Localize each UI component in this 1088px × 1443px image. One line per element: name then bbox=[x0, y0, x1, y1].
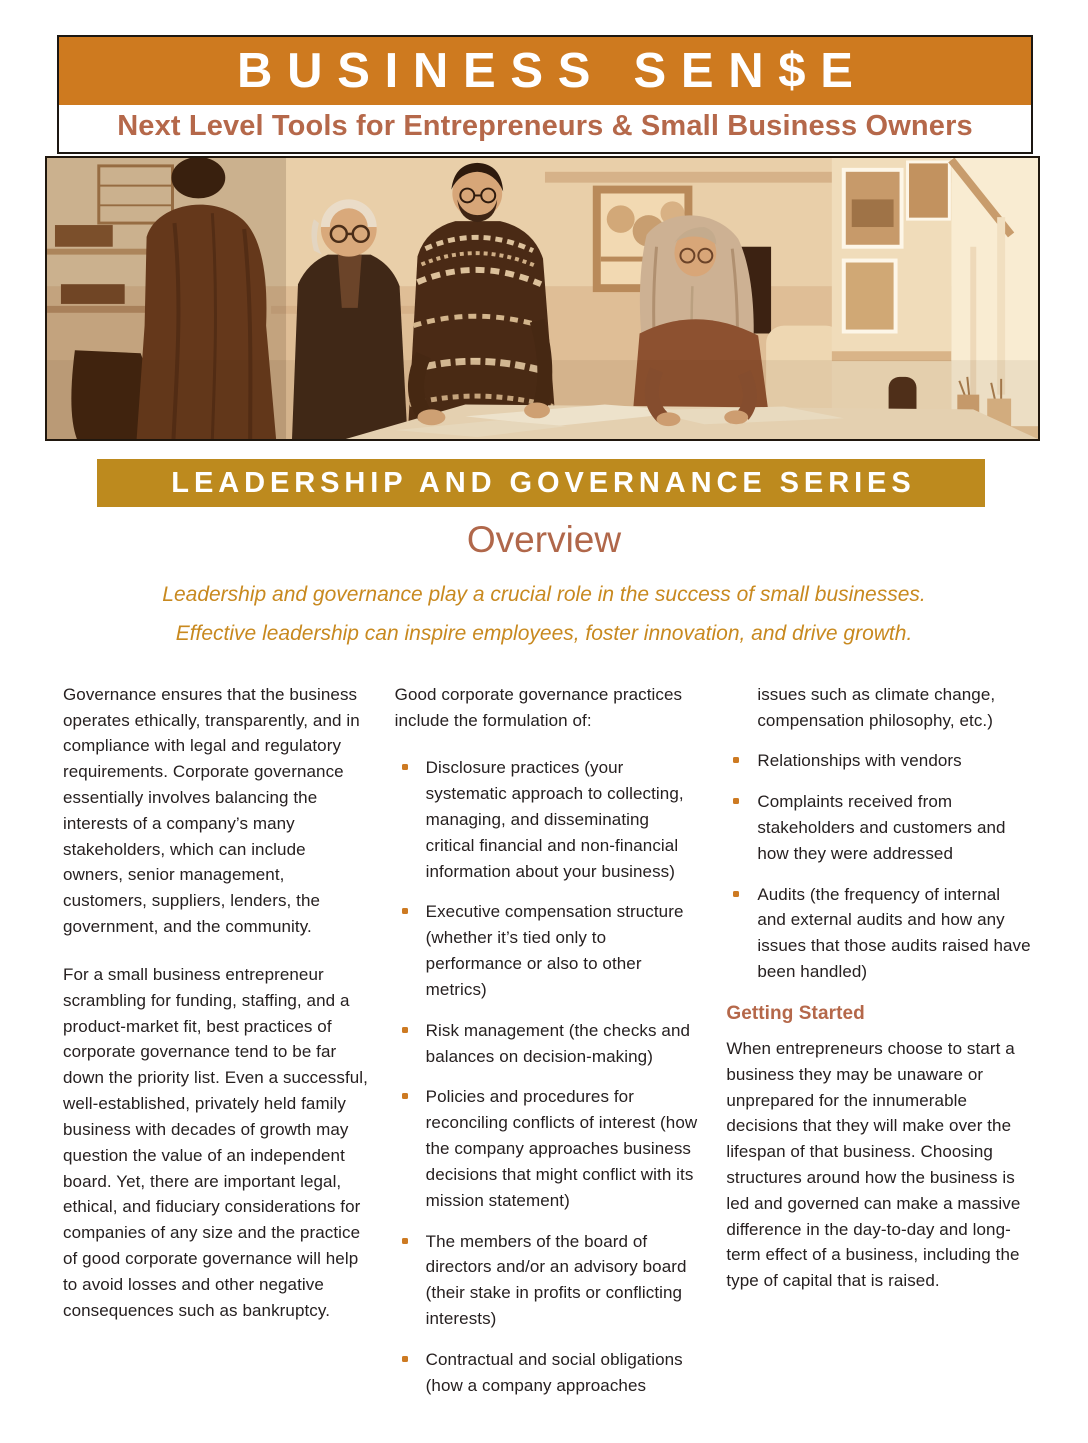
practices-list-continued bbox=[726, 748, 1032, 985]
column-1 bbox=[63, 682, 369, 1414]
practices-intro: Good corporate governance practices include the formulation of: bbox=[394, 684, 683, 730]
newsletter-header bbox=[57, 35, 1033, 154]
newsletter-subtitle: Next Level Tools for Entrepreneurs & Small Business Owners bbox=[117, 110, 973, 142]
list-item: Relationships with vendors bbox=[726, 748, 1032, 774]
team-photo bbox=[45, 156, 1040, 441]
list-item: Policies and procedures for reconciling conflicts of interest (how the company approaches business decisions that might conflict with its mission statement) bbox=[395, 1084, 701, 1213]
column-2 bbox=[395, 682, 701, 1414]
list-item: Disclosure practices (your systematic approach to collecting, managing, and disseminating critical financial and non-financial information about your business) bbox=[395, 755, 701, 884]
title-band bbox=[59, 37, 1031, 105]
bullet-continuation: issues such as climate change, compensation philosophy, etc.) bbox=[757, 684, 996, 730]
subtitle-strip bbox=[59, 105, 1031, 152]
tagline-line-1: Leadership and governance play a crucial role in the success of small businesses. bbox=[162, 583, 926, 606]
series-banner bbox=[97, 459, 985, 507]
list-item: Risk management (the checks and balances on decision-making) bbox=[395, 1018, 701, 1070]
list-item: Complaints received from stakeholders and customers and how they were addressed bbox=[726, 789, 1032, 866]
column-3 bbox=[726, 682, 1032, 1414]
team-photo-illustration bbox=[47, 158, 1038, 439]
tagline bbox=[0, 576, 1088, 654]
getting-started-heading: Getting Started bbox=[726, 1002, 865, 1024]
tagline-line-2: Effective leadership can inspire employees, foster innovation, and drive growth. bbox=[175, 621, 913, 645]
list-item: Audits (the frequency of internal and external audits and how any issues that those audits raised have been handled) bbox=[726, 882, 1032, 985]
getting-started-paragraph: When entrepreneurs choose to start a business they may be unaware or unprepared for the innumerable decisions that they will make over the lifespan of that business. Choosing structures around how the business is led and governed can make a massive difference in the day-to-day and long-term effect of a business, including the type of capital that is raised. bbox=[726, 1038, 1021, 1291]
body-columns bbox=[63, 682, 1032, 1414]
newsletter-title: BUSINESS SEN$E bbox=[237, 44, 868, 98]
list-item: Executive compensation structure (whether it’s tied only to performance or also to other metrics) bbox=[395, 899, 701, 1002]
series-banner-label: LEADERSHIP AND GOVERNANCE SERIES bbox=[171, 466, 916, 499]
list-item: Contractual and social obligations (how a company approaches bbox=[395, 1347, 701, 1399]
list-item: The members of the board of directors and/or an advisory board (their stake in profits or conflicting interests) bbox=[395, 1229, 701, 1332]
governance-paragraph-1: Governance ensures that the business operates ethically, transparently, and in compliance with legal and regulatory requirements. Corporate governance essentially involves balancing the interests of a company’s many stakeholders, which can include owners, senior management, customers, suppliers, lenders, the government, and the community. bbox=[63, 684, 360, 937]
overview-heading: Overview bbox=[466, 519, 622, 560]
governance-paragraph-2: For a small business entrepreneur scrambling for funding, staffing, and a product-market fit, best practices of corporate governance tend to be far down the priority list. Even a successful, well-established, privately held family business with decades of growth may question the value of an independent board. Yet, there are important legal, ethical, and fiduciary considerations for companies of any size and the practice of good corporate governance will help to avoid losses and other negative consequences such as bankruptcy. bbox=[63, 964, 368, 1320]
practices-list bbox=[395, 755, 701, 1398]
